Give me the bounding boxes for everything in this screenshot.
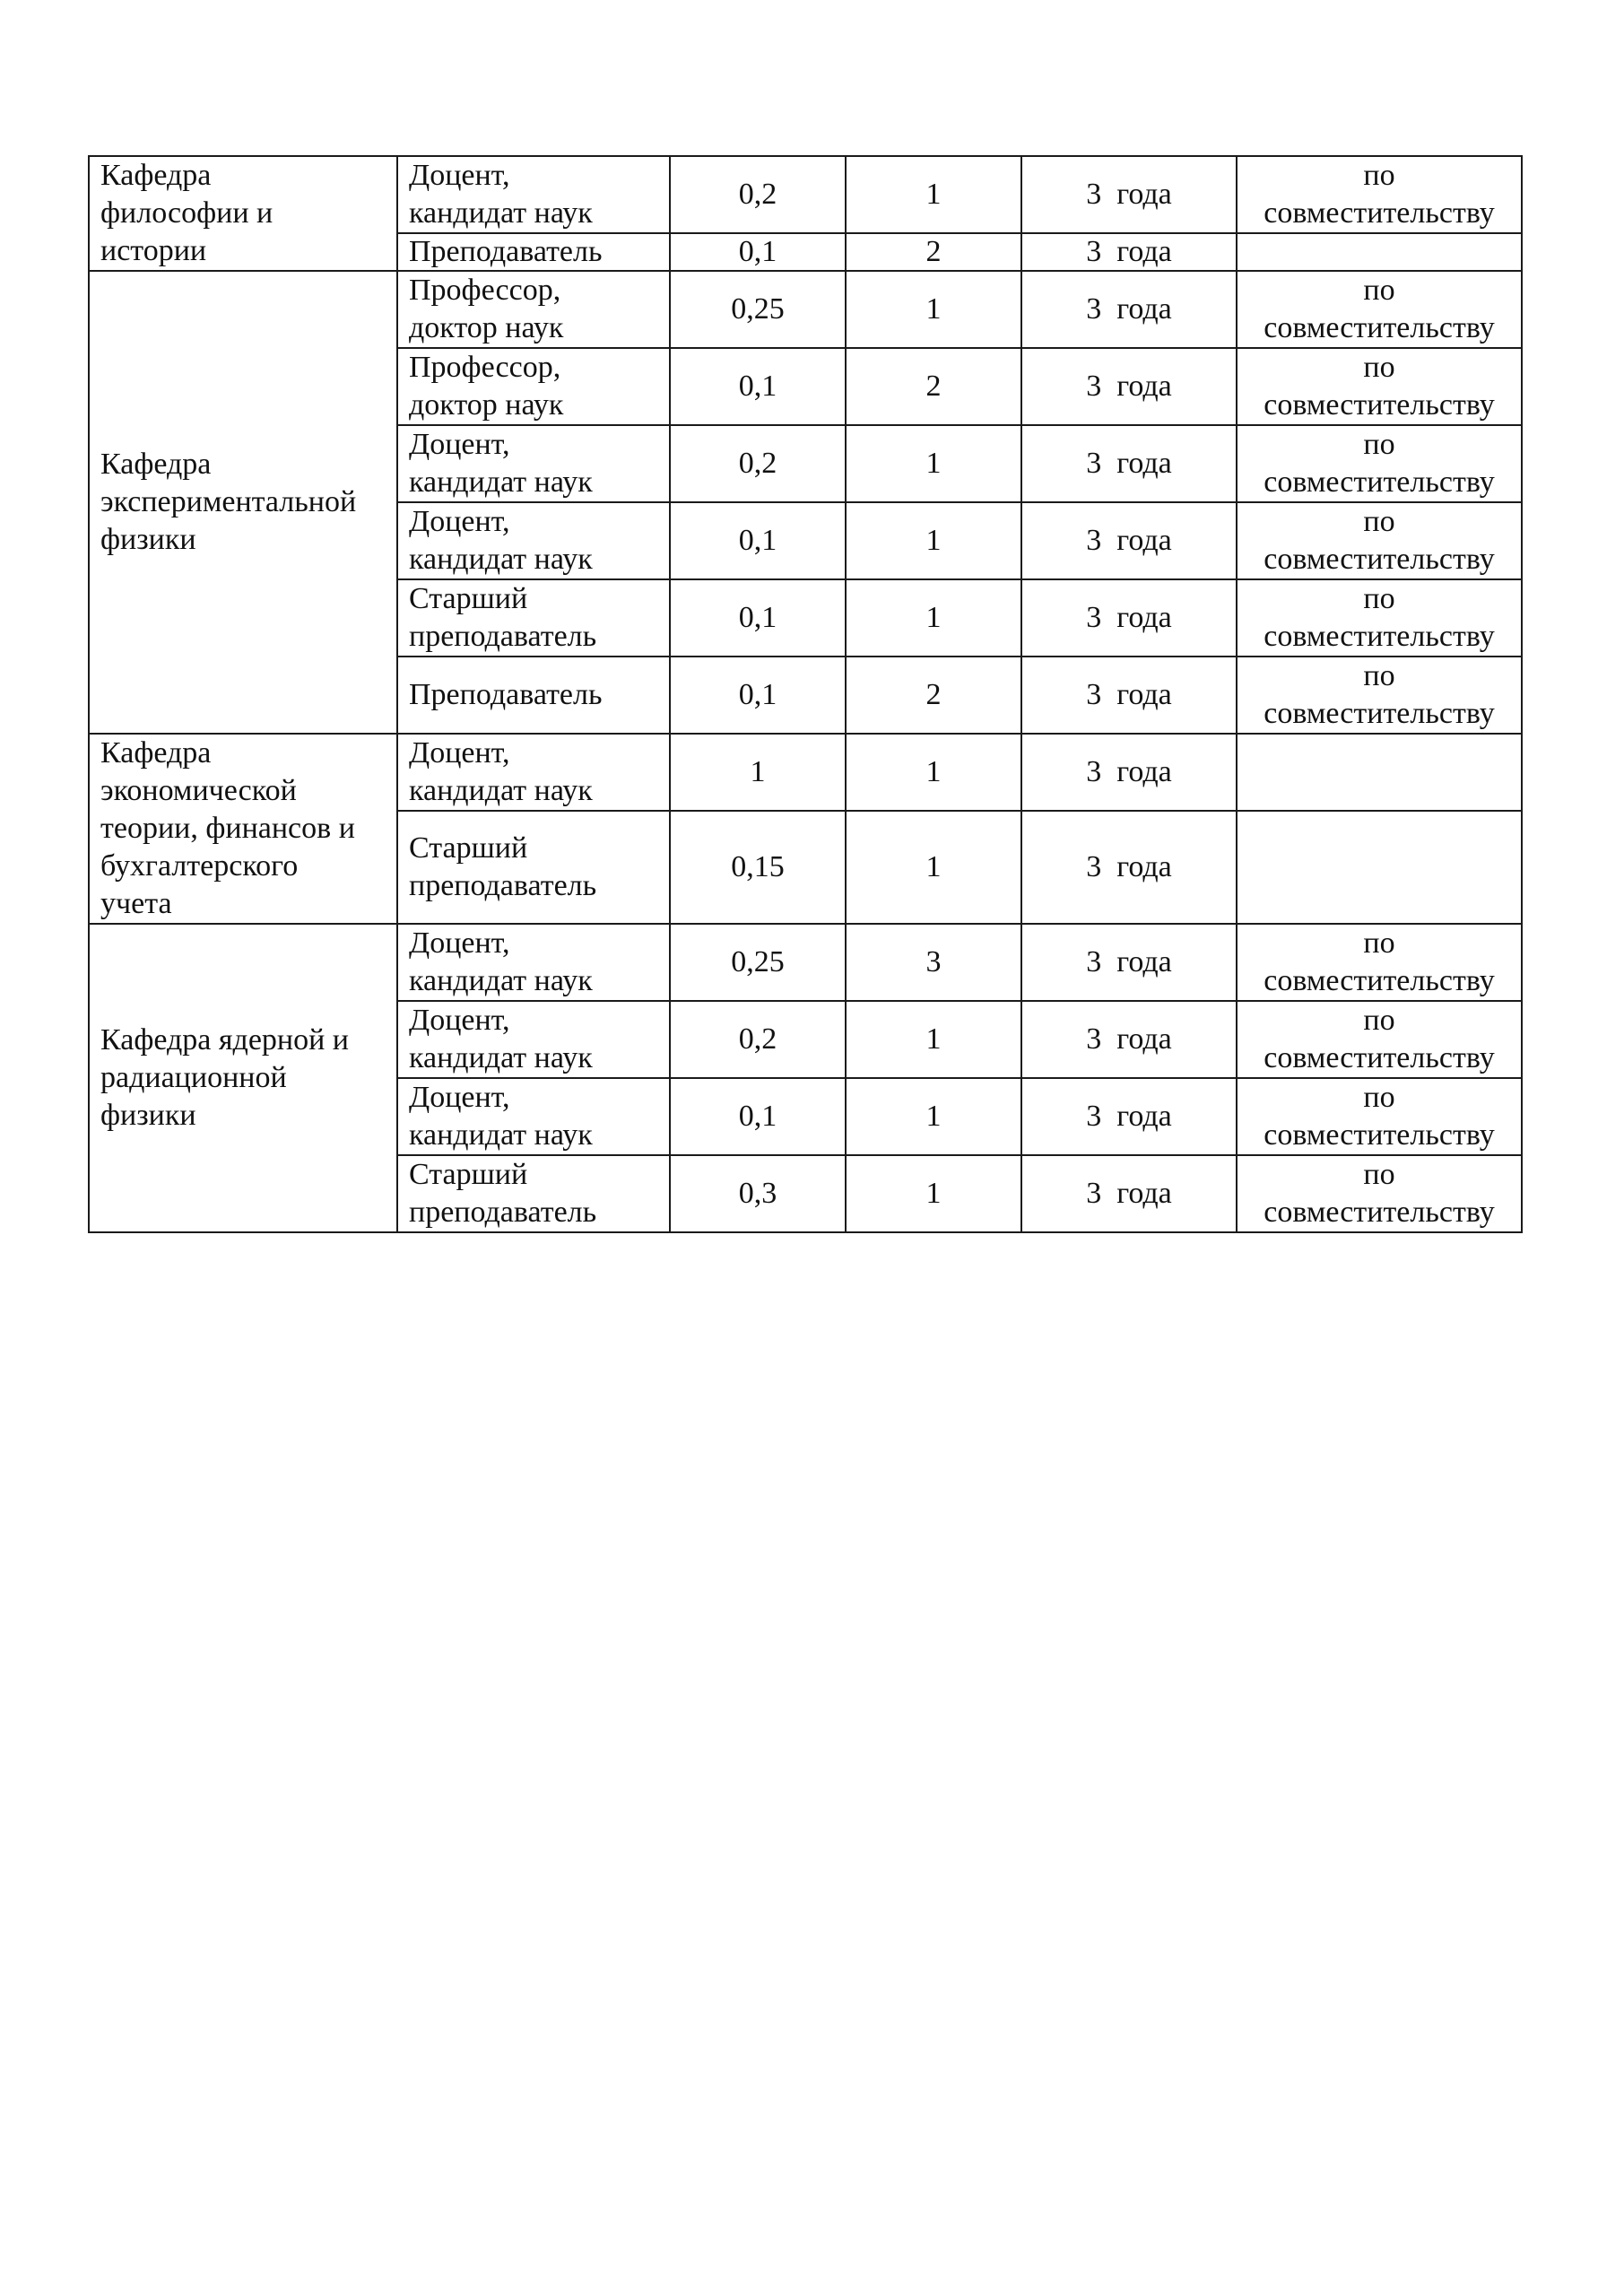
term-cell: 3 года bbox=[1021, 348, 1237, 425]
position-line: Преподаватель bbox=[409, 678, 603, 711]
employment-mode-cell bbox=[1237, 271, 1522, 348]
rate-cell: 0,2 bbox=[670, 1001, 846, 1078]
employment-mode-line: по bbox=[1363, 1158, 1395, 1191]
term-cell: 3 года bbox=[1021, 425, 1237, 502]
position-line: кандидат наук bbox=[409, 964, 593, 997]
department-name-line: физики bbox=[100, 523, 196, 556]
position-line: Доцент, bbox=[409, 1081, 510, 1114]
position-line: Доцент, bbox=[409, 159, 510, 192]
position-line: кандидат наук bbox=[409, 774, 593, 807]
department-name-line: Кафедра ядерной и bbox=[100, 1023, 349, 1057]
position-cell bbox=[397, 657, 670, 734]
employment-mode-cell bbox=[1237, 657, 1522, 734]
employment-mode-cell bbox=[1237, 924, 1522, 1001]
department-name-line: физики bbox=[100, 1099, 196, 1132]
department-cell bbox=[89, 271, 397, 734]
term-cell: 3 года bbox=[1021, 657, 1237, 734]
rate-cell: 0,15 bbox=[670, 811, 846, 924]
count-cell: 2 bbox=[846, 348, 1021, 425]
position-cell bbox=[397, 271, 670, 348]
position-cell bbox=[397, 425, 670, 502]
employment-mode-line: совместительству bbox=[1264, 543, 1495, 576]
rate-cell: 0,1 bbox=[670, 348, 846, 425]
staff-positions-table bbox=[88, 155, 1523, 1233]
position-line: Старший bbox=[409, 831, 528, 865]
table-row bbox=[89, 734, 1522, 811]
table-row bbox=[89, 271, 1522, 348]
department-name-line: учета bbox=[100, 887, 172, 920]
position-line: Доцент, bbox=[409, 736, 510, 770]
department-name-line: Кафедра bbox=[100, 159, 212, 192]
rate-cell: 0,25 bbox=[670, 271, 846, 348]
position-line: Доцент, bbox=[409, 428, 510, 461]
position-cell bbox=[397, 1001, 670, 1078]
employment-mode-cell bbox=[1237, 811, 1522, 924]
position-line: кандидат наук bbox=[409, 1118, 593, 1152]
rate-cell: 0,1 bbox=[670, 1078, 846, 1155]
position-line: Профессор, bbox=[409, 351, 561, 384]
position-line: кандидат наук bbox=[409, 465, 593, 499]
rate-cell: 0,1 bbox=[670, 579, 846, 657]
term-cell: 3 года bbox=[1021, 233, 1237, 271]
employment-mode-line: совместительству bbox=[1264, 1041, 1495, 1074]
employment-mode-line: совместительству bbox=[1264, 620, 1495, 653]
term-cell: 3 года bbox=[1021, 156, 1237, 233]
position-line: Старший bbox=[409, 582, 528, 615]
position-line: преподаватель bbox=[409, 1196, 597, 1229]
position-cell bbox=[397, 233, 670, 271]
department-cell bbox=[89, 734, 397, 924]
employment-mode-line: по bbox=[1363, 351, 1395, 384]
employment-mode-line: по bbox=[1363, 659, 1395, 692]
employment-mode-line: совместительству bbox=[1264, 1196, 1495, 1229]
count-cell: 1 bbox=[846, 502, 1021, 579]
department-name-line: Кафедра bbox=[100, 736, 212, 770]
count-cell: 1 bbox=[846, 1155, 1021, 1232]
department-name-line: истории bbox=[100, 234, 207, 267]
table-row bbox=[89, 924, 1522, 1001]
rate-cell: 0,25 bbox=[670, 924, 846, 1001]
position-line: Доцент, bbox=[409, 1004, 510, 1037]
count-cell: 2 bbox=[846, 657, 1021, 734]
employment-mode-line: по bbox=[1363, 505, 1395, 538]
department-name-line: философии и bbox=[100, 196, 274, 230]
count-cell: 3 bbox=[846, 924, 1021, 1001]
table-row bbox=[89, 156, 1522, 233]
position-cell bbox=[397, 734, 670, 811]
department-name-line: бухгалтерского bbox=[100, 849, 299, 883]
count-cell: 1 bbox=[846, 156, 1021, 233]
employment-mode-line: по bbox=[1363, 1004, 1395, 1037]
position-line: доктор наук bbox=[409, 388, 564, 422]
count-cell: 2 bbox=[846, 233, 1021, 271]
term-cell: 3 года bbox=[1021, 1155, 1237, 1232]
count-cell: 1 bbox=[846, 579, 1021, 657]
employment-mode-line: по bbox=[1363, 582, 1395, 615]
term-cell: 3 года bbox=[1021, 502, 1237, 579]
position-line: Доцент, bbox=[409, 505, 510, 538]
employment-mode-line: совместительству bbox=[1264, 964, 1495, 997]
employment-mode-line: совместительству bbox=[1264, 311, 1495, 344]
employment-mode-cell bbox=[1237, 579, 1522, 657]
rate-cell: 0,3 bbox=[670, 1155, 846, 1232]
employment-mode-line: по bbox=[1363, 428, 1395, 461]
count-cell: 1 bbox=[846, 734, 1021, 811]
employment-mode-line: совместительству bbox=[1264, 196, 1495, 230]
position-cell bbox=[397, 579, 670, 657]
department-name-line: экономической bbox=[100, 774, 297, 807]
position-line: Преподаватель bbox=[409, 235, 603, 268]
position-cell bbox=[397, 924, 670, 1001]
term-cell: 3 года bbox=[1021, 1001, 1237, 1078]
term-cell: 3 года bbox=[1021, 924, 1237, 1001]
employment-mode-line: по bbox=[1363, 274, 1395, 307]
employment-mode-cell bbox=[1237, 425, 1522, 502]
rate-cell: 0,1 bbox=[670, 233, 846, 271]
employment-mode-cell bbox=[1237, 1001, 1522, 1078]
position-line: преподаватель bbox=[409, 620, 597, 653]
position-line: кандидат наук bbox=[409, 196, 593, 230]
department-cell bbox=[89, 924, 397, 1232]
employment-mode-cell bbox=[1237, 734, 1522, 811]
employment-mode-cell bbox=[1237, 348, 1522, 425]
department-name-line: экспериментальной bbox=[100, 485, 357, 518]
rate-cell: 0,1 bbox=[670, 502, 846, 579]
employment-mode-line: совместительству bbox=[1264, 697, 1495, 730]
rate-cell: 0,2 bbox=[670, 156, 846, 233]
count-cell: 1 bbox=[846, 811, 1021, 924]
position-line: Старший bbox=[409, 1158, 528, 1191]
position-line: кандидат наук bbox=[409, 543, 593, 576]
employment-mode-line: по bbox=[1363, 926, 1395, 960]
employment-mode-line: совместительству bbox=[1264, 388, 1495, 422]
employment-mode-line: по bbox=[1363, 159, 1395, 192]
employment-mode-cell bbox=[1237, 233, 1522, 271]
position-cell bbox=[397, 1155, 670, 1232]
rate-cell: 0,1 bbox=[670, 657, 846, 734]
position-cell bbox=[397, 502, 670, 579]
employment-mode-cell bbox=[1237, 1078, 1522, 1155]
rate-cell: 0,2 bbox=[670, 425, 846, 502]
employment-mode-line: совместительству bbox=[1264, 1118, 1495, 1152]
term-cell: 3 года bbox=[1021, 1078, 1237, 1155]
position-cell bbox=[397, 348, 670, 425]
term-cell: 3 года bbox=[1021, 579, 1237, 657]
department-cell bbox=[89, 156, 397, 271]
position-line: Профессор, bbox=[409, 274, 561, 307]
employment-mode-line: совместительству bbox=[1264, 465, 1495, 499]
count-cell: 1 bbox=[846, 1001, 1021, 1078]
count-cell: 1 bbox=[846, 425, 1021, 502]
term-cell: 3 года bbox=[1021, 734, 1237, 811]
count-cell: 1 bbox=[846, 271, 1021, 348]
department-name-line: радиационной bbox=[100, 1061, 287, 1094]
position-cell bbox=[397, 811, 670, 924]
position-line: доктор наук bbox=[409, 311, 564, 344]
position-cell bbox=[397, 156, 670, 233]
employment-mode-cell bbox=[1237, 1155, 1522, 1232]
position-line: Доцент, bbox=[409, 926, 510, 960]
employment-mode-cell bbox=[1237, 156, 1522, 233]
employment-mode-cell bbox=[1237, 502, 1522, 579]
position-line: кандидат наук bbox=[409, 1041, 593, 1074]
rate-cell: 1 bbox=[670, 734, 846, 811]
position-cell bbox=[397, 1078, 670, 1155]
term-cell: 3 года bbox=[1021, 811, 1237, 924]
count-cell: 1 bbox=[846, 1078, 1021, 1155]
term-cell: 3 года bbox=[1021, 271, 1237, 348]
employment-mode-line: по bbox=[1363, 1081, 1395, 1114]
department-name-line: Кафедра bbox=[100, 448, 212, 481]
department-name-line: теории, финансов и bbox=[100, 812, 355, 845]
position-line: преподаватель bbox=[409, 869, 597, 902]
